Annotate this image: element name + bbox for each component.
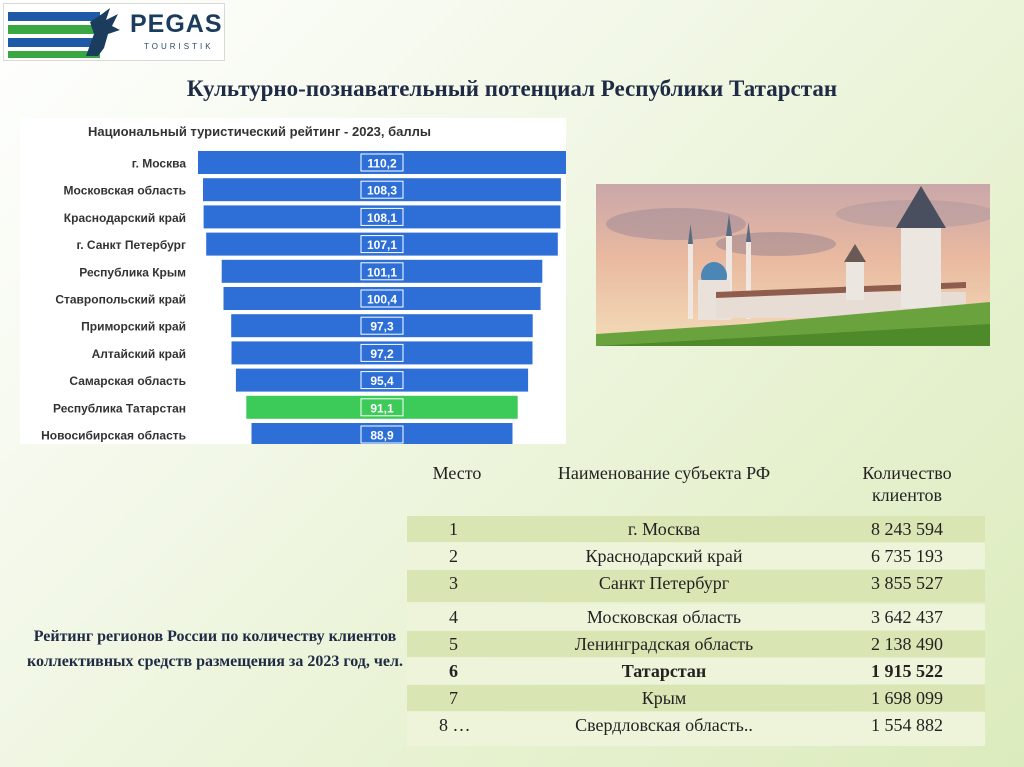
table-row [407, 570, 985, 602]
cell-place: 2 [449, 546, 458, 566]
category-label: Новосибирская область [41, 428, 186, 443]
cell-count: 2 138 490 [871, 634, 943, 654]
cell-name: г. Москва [627, 519, 701, 539]
table-row [407, 712, 985, 746]
data-label: 101,1 [366, 265, 398, 280]
data-label: 108,1 [366, 210, 398, 225]
cell-count: 3 642 437 [871, 607, 943, 627]
category-label: Алтайский край [91, 346, 186, 361]
table-caption: Рейтинг регионов России по количеству клиентов коллективных средств размещения за 2023 год, чел. [27, 628, 403, 670]
logo-subtitle: TOURISTIK [144, 42, 214, 51]
cell-name: Московская область [586, 607, 742, 627]
cell-name: Крым [641, 688, 687, 708]
table-row [407, 604, 985, 630]
cell-name: Санкт Петербург [598, 573, 730, 593]
category-label: Ставропольский край [55, 292, 186, 307]
data-label: 97,2 [370, 346, 394, 361]
cell-place: 4 [449, 607, 458, 627]
bar-group [132, 151, 566, 174]
cell-name: Татарстан [621, 661, 707, 681]
cell-count: 1 698 099 [871, 688, 943, 708]
bar-group [81, 314, 533, 337]
category-label: г. Санкт Петербург [76, 238, 186, 253]
cell-count: 1 554 882 [871, 715, 943, 735]
table-row [407, 631, 985, 657]
pegas-logo [3, 3, 225, 61]
bar-group [53, 396, 518, 419]
table-row [407, 516, 985, 542]
table-header [407, 454, 985, 514]
cell-count: 1 915 522 [871, 661, 943, 681]
data-label: 91,1 [370, 401, 394, 416]
table-row-highlight [407, 658, 985, 684]
header-count: Количество клиентов [862, 463, 952, 505]
rating-chart [20, 118, 566, 444]
cell-count: 6 735 193 [871, 546, 943, 566]
bar-group [55, 287, 540, 310]
cell-name: Свердловская область.. [575, 715, 753, 735]
category-label: Республика Крым [79, 265, 186, 280]
bar-group [76, 233, 557, 256]
bar-group [79, 260, 542, 283]
bar-group [41, 423, 512, 444]
bar-group [64, 178, 561, 201]
table-row [407, 543, 985, 569]
cell-place: 3 [449, 573, 458, 593]
rating-chart-svg [20, 118, 566, 444]
cell-count: 3 855 527 [871, 573, 943, 593]
cell-place: 6 [449, 661, 458, 681]
cell-place: 7 [449, 688, 458, 708]
chart-title: Национальный туристический рейтинг - 2023, баллы [88, 124, 432, 139]
bar-group [92, 341, 533, 364]
category-label: г. Москва [131, 156, 186, 171]
data-label: 108,3 [366, 183, 398, 198]
cell-count: 8 243 594 [871, 519, 943, 539]
bar-group [64, 205, 561, 228]
logo-name: PEGAS [130, 10, 223, 38]
page-title: Культурно-познавательный потенциал Республики Татарстан [186, 76, 838, 101]
cell-place: 5 [449, 634, 458, 654]
header-place: Место [432, 463, 482, 483]
data-label: 97,3 [370, 319, 394, 334]
header-name: Наименование субъекта РФ [557, 463, 771, 483]
cell-place: 8 … [439, 715, 471, 735]
category-label: Самарская область [69, 374, 186, 389]
data-label: 100,4 [366, 292, 398, 307]
bar-group [69, 369, 528, 392]
category-label: Московская область [63, 183, 186, 198]
data-label: 88,9 [370, 428, 394, 443]
cell-name: Краснодарский край [585, 546, 743, 566]
category-label: Приморский край [81, 319, 186, 334]
cell-name: Ленинградская область [574, 634, 754, 654]
data-label: 95,4 [370, 374, 394, 389]
data-label: 110,2 [367, 156, 397, 171]
cell-place: 1 [449, 519, 458, 539]
clients-table [407, 454, 985, 735]
category-label: Краснодарский край [63, 210, 186, 225]
kazan-kremlin-photo [596, 184, 990, 346]
data-label: 107,1 [366, 238, 398, 253]
category-label: Республика Татарстан [52, 401, 186, 416]
table-row [407, 685, 985, 711]
